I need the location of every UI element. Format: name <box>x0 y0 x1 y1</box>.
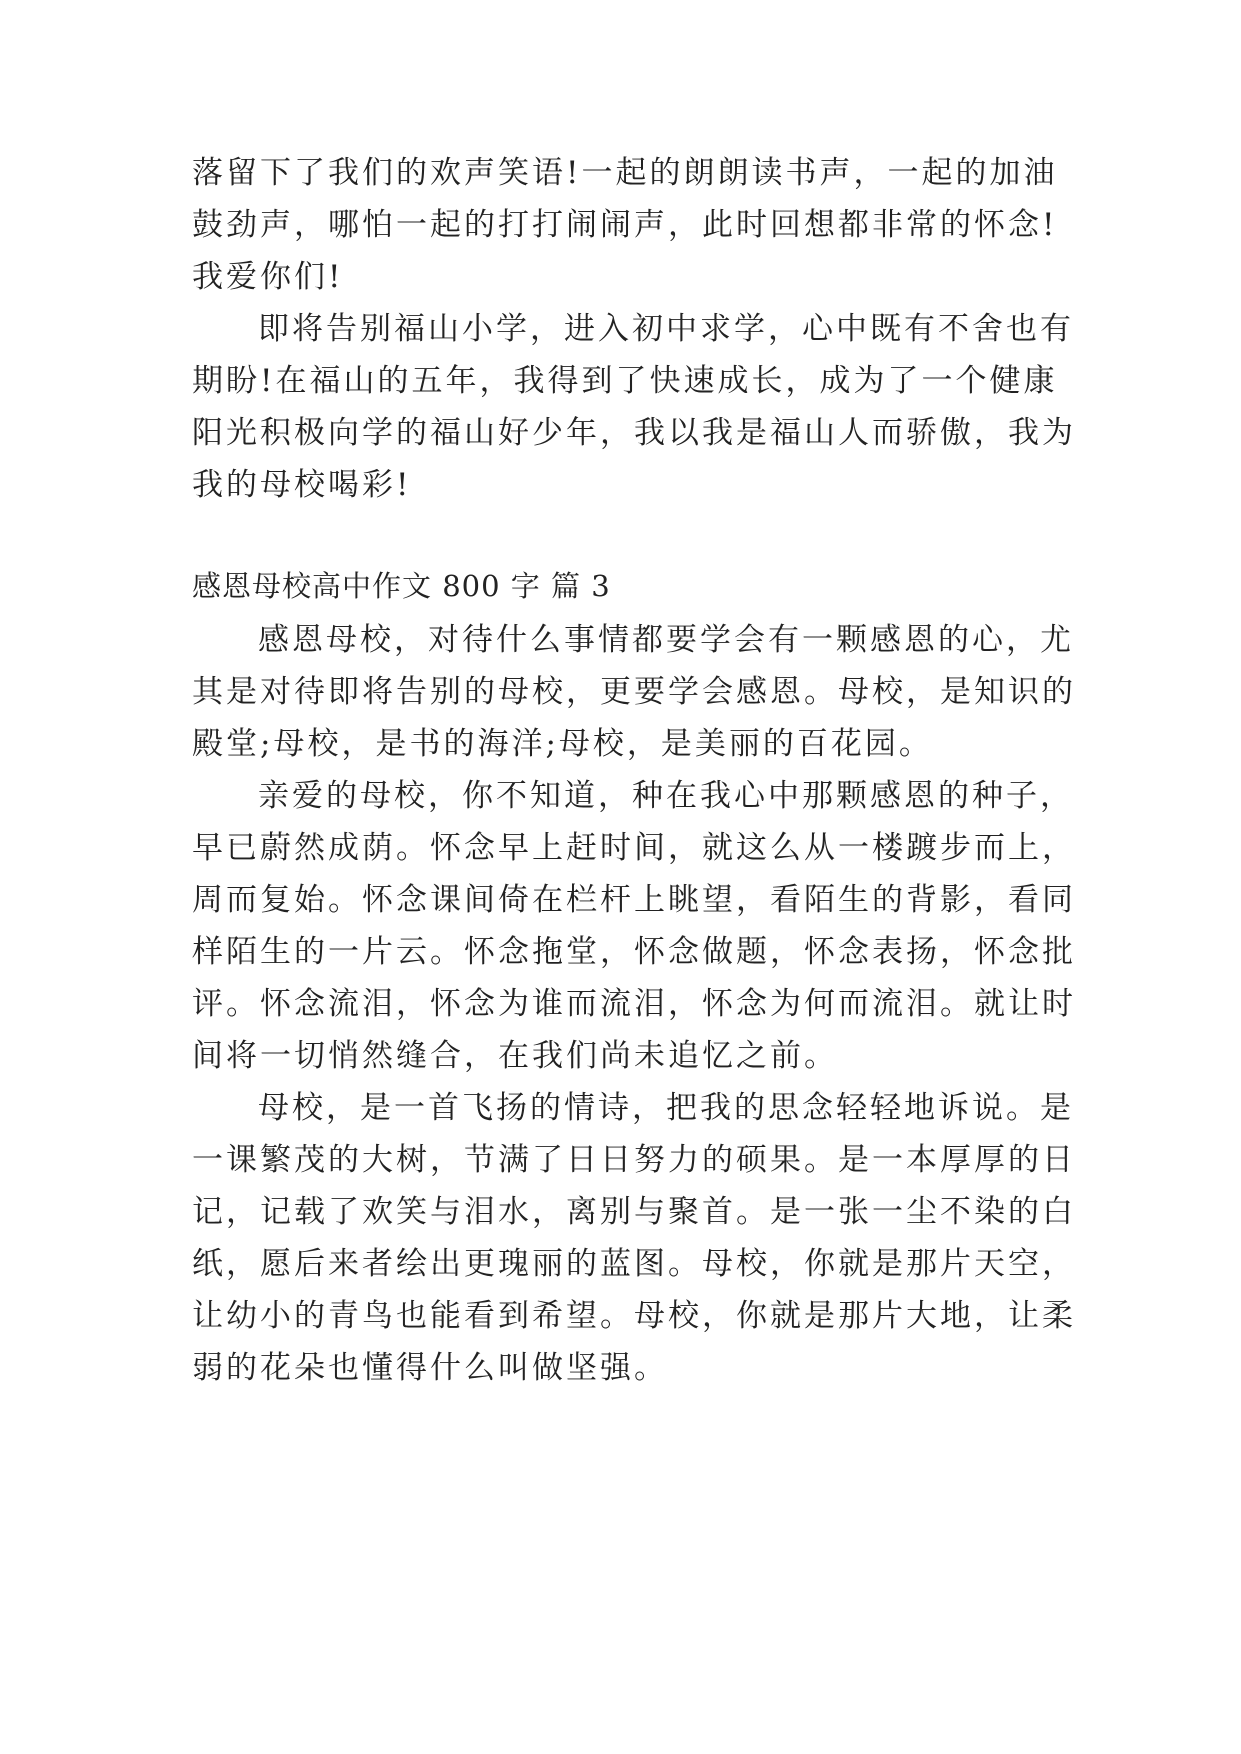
text-line: 纸，愿后来者绘出更瑰丽的蓝图。母校，你就是那片天空， <box>192 1246 1076 1282</box>
text-line: 评。怀念流泪，怀念为谁而流泪，怀念为何而流泪。就让时 <box>192 986 1076 1022</box>
text-line: 让幼小的青鸟也能看到希望。母校，你就是那片大地，让柔 <box>192 1298 1076 1334</box>
text-line: 间将一切悄然缝合，在我们尚未追忆之前。 <box>192 1038 838 1074</box>
text-line: 亲爱的母校，你不知道，种在我心中那颗感恩的种子， <box>258 778 1074 814</box>
text-line: 即将告别福山小学，进入初中求学，心中既有不舍也有 <box>258 311 1074 347</box>
text-line: 弱的花朵也懂得什么叫做坚强。 <box>192 1350 668 1386</box>
text-line: 记，记载了欢笑与泪水，离别与聚首。是一张一尘不染的白 <box>192 1194 1076 1230</box>
text-line: 其是对待即将告别的母校，更要学会感恩。母校，是知识的 <box>192 674 1076 710</box>
text-line: 阳光积极向学的福山好少年，我以我是福山人而骄傲，我为 <box>192 415 1076 451</box>
text-line: 早已蔚然成荫。怀念早上赶时间，就这么从一楼踱步而上， <box>192 830 1076 866</box>
text-line: 周而复始。怀念课间倚在栏杆上眺望，看陌生的背影，看同 <box>192 882 1076 918</box>
text-line: 样陌生的一片云。怀念拖堂，怀念做题，怀念表扬，怀念批 <box>192 934 1076 970</box>
text-line: 期盼!在福山的五年，我得到了快速成长，成为了一个健康 <box>192 363 1058 399</box>
section-heading: 感恩母校高中作文 800 字 篇 3 <box>192 569 611 603</box>
text-line: 我的母校喝彩! <box>192 467 412 503</box>
text-line: 感恩母校，对待什么事情都要学会有一颗感恩的心，尤 <box>258 622 1074 658</box>
text-line: 鼓劲声，哪怕一起的打打闹闹声，此时回想都非常的怀念! <box>192 207 1058 243</box>
text-line: 落留下了我们的欢声笑语!一起的朗朗读书声，一起的加油 <box>192 155 1058 191</box>
text-line: 我爱你们! <box>192 259 344 295</box>
text-line: 一课繁茂的大树，节满了日日努力的硕果。是一本厚厚的日 <box>192 1142 1076 1178</box>
text-line: 母校，是一首飞扬的情诗，把我的思念轻轻地诉说。是 <box>258 1090 1074 1126</box>
text-line: 殿堂;母校，是书的海洋;母校，是美丽的百花园。 <box>192 726 933 762</box>
